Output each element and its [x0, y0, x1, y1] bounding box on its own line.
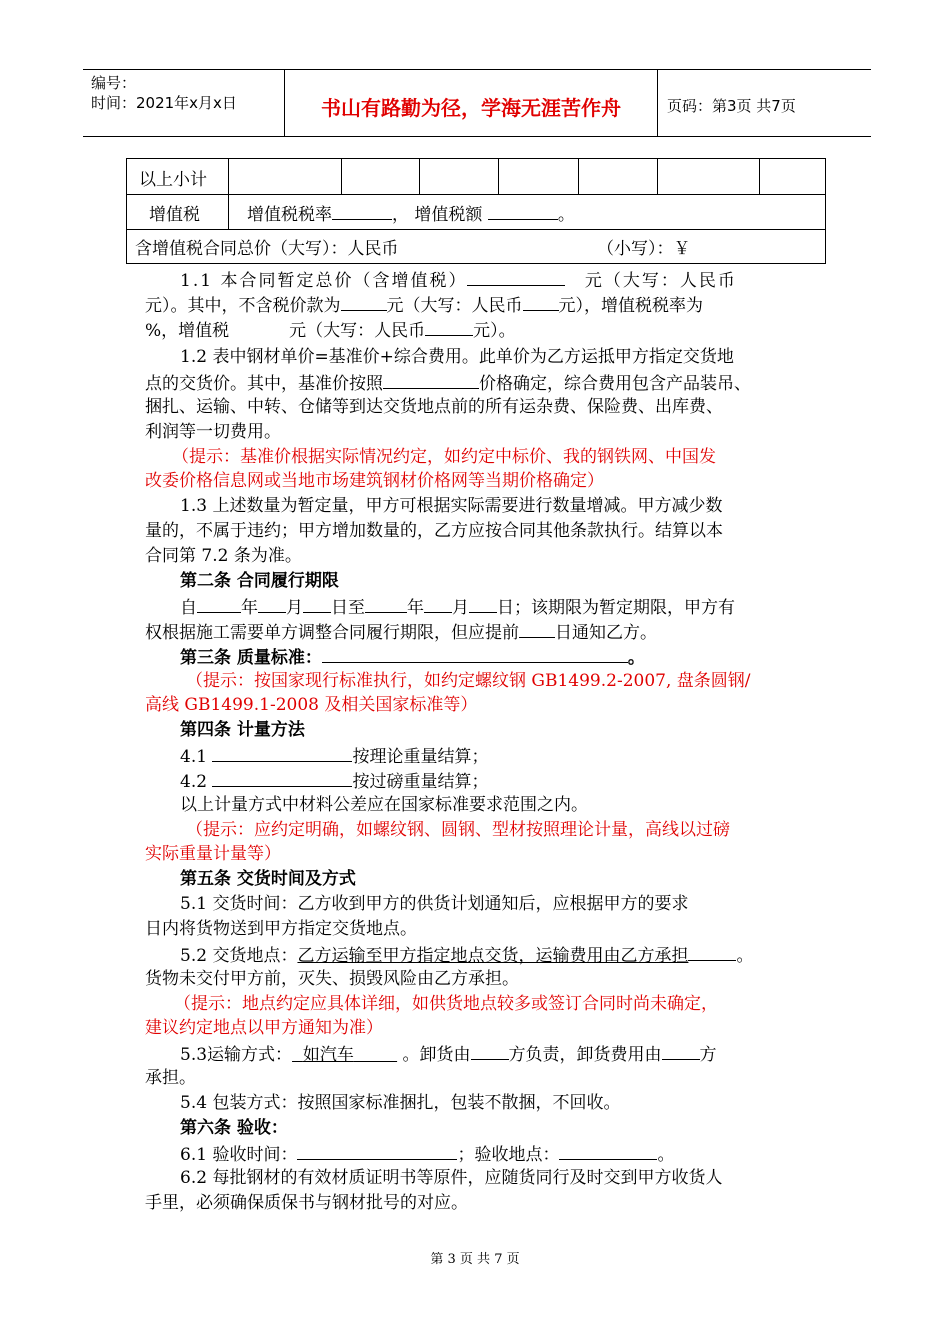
table-divider — [657, 159, 658, 194]
table-divider — [127, 194, 825, 195]
tip-1-line2: 改委价格信息网或当地市场建筑钢材价格网等当期价格确定） — [145, 471, 604, 491]
clause-1-3-line3: 合同第 7.2 条为准。 — [145, 546, 302, 566]
header-page-cell — [657, 70, 871, 136]
total-lower-label: （小写）：￥ — [597, 239, 691, 259]
doc-date-label: 时间：2021年x月x日 — [91, 94, 237, 112]
clause-6-1: 6.1 验收时间： ；验收地点： 。 — [180, 1141, 674, 1167]
notice-days-blank[interactable] — [519, 619, 555, 638]
delivery-place-value: 乙方运输至甲方指定地点交货，运输费用由乙方承担 — [297, 946, 689, 966]
clause-1-2-line4: 利润等一切费用。 — [145, 422, 281, 442]
table-divider — [341, 159, 342, 194]
table-divider — [419, 159, 420, 194]
start-year-blank[interactable] — [197, 594, 241, 613]
tip-1-line1: （提示：基准价根据实际情况约定，如约定中标价、我的钢铁网、中国发 — [172, 447, 716, 467]
vat-rate-label: 增值税税率 — [247, 205, 332, 225]
tip-4-line1: （提示：地点约定应具体详细，如供货地点较多或签订合同时尚未确定， — [174, 994, 718, 1014]
end-month-blank[interactable] — [424, 594, 452, 613]
doc-code-label: 编号： — [91, 74, 137, 92]
clause-6-2-line1: 6.2 每批钢材的有效材质证明书等原件，应随货同行及时交到甲方收货人 — [180, 1168, 723, 1188]
inspection-place-blank[interactable] — [559, 1141, 657, 1160]
clause-4-1: 4.1 按理论重量结算； — [180, 743, 488, 769]
article-2-line1: 自 年 月 日至 年 月 日；该期限为暂定期限，甲方有 — [180, 594, 735, 620]
vat-upper-blank[interactable] — [425, 317, 473, 336]
article-4-note: 以上计量方式中材料公差应在国家标准要求范围之内。 — [180, 795, 588, 815]
article-3-heading: 第三条 质量标准： — [180, 648, 322, 668]
pretax-upper-blank[interactable] — [523, 292, 559, 311]
clause-5-3-line1: 5.3运输方式： 如汽车 。卸货由 方负责，卸货费用由 方 — [180, 1041, 717, 1067]
clause-1-1-line2: 元）。其中，不含税价款为 元（大写：人民币 元），增值税税率为 — [145, 292, 703, 318]
unloading-party-blank[interactable] — [471, 1041, 509, 1060]
table-divider — [578, 159, 579, 194]
article-6-heading: 第六条 验收： — [180, 1118, 288, 1138]
article-5-heading: 第五条 交货时间及方式 — [180, 869, 356, 889]
vat-rate-blank[interactable] — [332, 201, 392, 220]
page-header — [83, 69, 871, 137]
total-upper-label: 含增值税合同总价（大写）：人民币 — [135, 239, 399, 259]
quality-standard-blank[interactable] — [322, 644, 628, 663]
tip-3-line1: （提示：应约定明确，如螺纹钢、圆钢、型材按照理论计量，高线以过磅 — [186, 820, 730, 840]
clause-5-1-line2: 日内将货物送到甲方指定交货地点。 — [145, 919, 417, 939]
page-footer: 第 3 页 共 7 页 — [430, 1252, 520, 1267]
price-summary-table — [126, 158, 826, 264]
table-divider — [228, 159, 229, 194]
clause-1-3-line1: 1.3 上述数量为暂定量，甲方可根据实际需要进行数量增减。甲方减少数 — [180, 496, 723, 516]
article-4-heading: 第四条 计量方法 — [180, 720, 305, 740]
clause-5-4: 5.4 包装方式：按照国家标准捆扎，包装不散捆，不回收。 — [180, 1093, 621, 1113]
clause-5-2-line1: 5.2 交货地点：乙方运输至甲方指定地点交货，运输费用由乙方承担 。 — [180, 942, 753, 968]
clause-5-2-line2: 货物未交付甲方前，灭失、损毁风险由乙方承担。 — [145, 969, 519, 989]
start-day-blank[interactable] — [303, 594, 331, 613]
clause-5-1-line1: 5.1 交货时间：乙方收到甲方的供货计划通知后，应根据甲方的要求 — [180, 894, 689, 914]
tip-2-line2: 高线 GB1499.1-2008 及相关国家标准等） — [145, 695, 478, 715]
start-month-blank[interactable] — [258, 594, 286, 613]
clause-1-2-line2: 点的交货价。其中，基准价按照 价格确定，综合费用包含产品装吊、 — [145, 370, 751, 396]
table-divider — [228, 194, 229, 229]
unloading-fee-party-blank[interactable] — [662, 1041, 700, 1060]
inspection-time-blank[interactable] — [297, 1141, 457, 1160]
vat-rate-field: 增值税税率 ， 增值税额 。 — [247, 200, 575, 225]
article-2-heading: 第二条 合同履行期限 — [180, 571, 339, 591]
clause-1-1-line3: %，增值税 元（大写：人民币 元）。 — [145, 317, 516, 343]
base-price-blank[interactable] — [383, 370, 479, 389]
tip-2-line1: （提示：按国家现行标准执行，如约定螺纹钢 GB1499.2-2007, 盘条圆钢/ — [186, 671, 751, 691]
subtotal-label: 以上小计 — [139, 170, 207, 190]
clause-1-2-line1: 1.2 表中钢材单价=基准价+综合费用。此单价为乙方运抵甲方指定交货地 — [180, 347, 734, 367]
header-meta — [83, 70, 283, 136]
table-divider — [759, 159, 760, 194]
article-3-line: 第三条 质量标准： 。 — [180, 644, 645, 670]
total-price-blank[interactable] — [467, 267, 565, 286]
clause-1-2-line3: 捆扎、运输、中转、仓储等到达交货地点前的所有运杂费、保险费、出库费、 — [145, 397, 723, 417]
vat-amount-label: 增值税额 — [414, 205, 483, 225]
table-divider — [498, 159, 499, 194]
header-motto-cell — [284, 70, 658, 136]
scale-weight-blank[interactable] — [212, 768, 352, 787]
theory-weight-blank[interactable] — [212, 743, 352, 762]
vat-label: 增值税 — [149, 205, 200, 225]
vat-amount-blank[interactable] — [488, 201, 558, 220]
tip-4-line2: 建议约定地点以甲方通知为准） — [145, 1018, 383, 1038]
header-page-info: 页码：第3页 共7页 — [667, 97, 796, 115]
header-motto: 书山有路勤为径，学海无涯苦作舟 — [321, 96, 621, 120]
clause-5-3-line2: 承担。 — [145, 1068, 196, 1088]
clause-1-1-line1: 1.1 本合同暂定总价（含增值税） 元（大写：人民币 — [180, 267, 737, 293]
table-divider — [127, 229, 825, 230]
clause-1-3-line2: 量的，不属于违约；甲方增加数量的，乙方应按合同其他条款执行。结算以本 — [145, 521, 723, 541]
clause-6-2-line2: 手里，必须确保质保书与钢材批号的对应。 — [145, 1193, 468, 1213]
end-year-blank[interactable] — [365, 594, 407, 613]
pretax-blank[interactable] — [341, 292, 387, 311]
transport-mode-value: 如汽车 — [302, 1045, 354, 1065]
article-2-line2: 权根据施工需要单方调整合同履行期限，但应提前 日通知乙方。 — [145, 619, 657, 645]
end-day-blank[interactable] — [469, 594, 497, 613]
tip-3-line2: 实际重量计量等） — [145, 844, 281, 864]
clause-4-2: 4.2 按过磅重量结算； — [180, 768, 488, 794]
